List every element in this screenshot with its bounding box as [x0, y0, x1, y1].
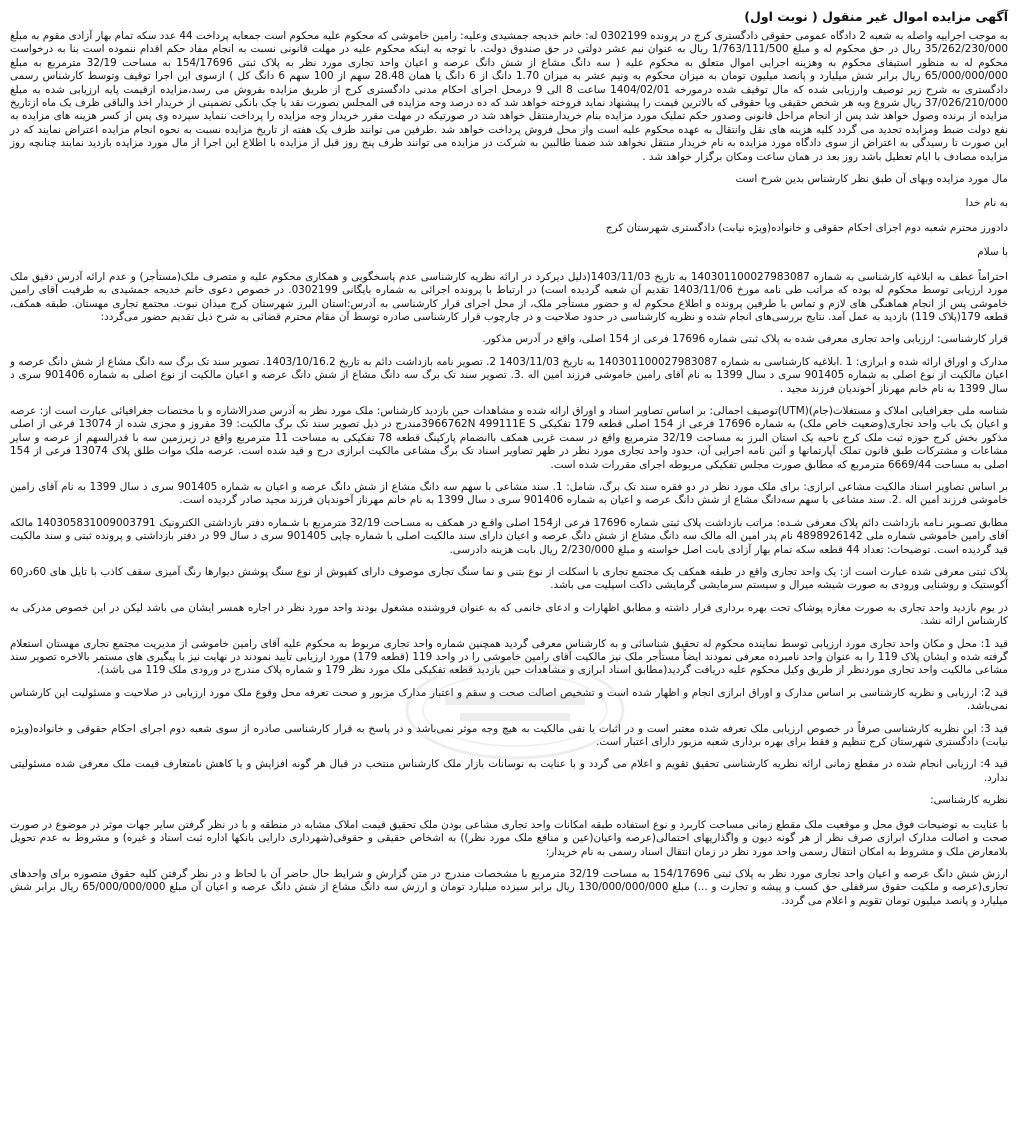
paragraph-deeds: بر اساس تصاویر اسناد مالکیت مشاعی ابرازی: برای ملک مورد نظر در دو فقره سند تک برگ، شامل: 1. سند مشاعی با سهم سه دانگ مشاع از شش دانگ عرصه و اعیان به شماره 901405 سری د سال 1399 به نام آقای رامین خاموشی فرزند امین اله .2. سند مشاعی با سهم سه‌دانگ مشاع از شش دانگ عرصه و اعیان به شماره 901406 سری د سال 1399 به نام خانم مهرناز آخوندیان فرزند مجید صادر گردیده است.: [10, 480, 1008, 507]
paragraph-valuation: ارزش شش دانگ عرصه و اعیان واحد تجاری مورد نظر به پلاک ثبتی 154/17696 به مساحت 32/19 مترمربع با مشخصات مندرج در متن گزارش و شرایط حال حاضر آن با لحاظ و در نظر گرفتن کلیه حقوق متصوره برای واحدهای تجاری(عرصه و ملکیت حقوق سرقفلی حق کسب و پیشه و تجارت و ...) مبلغ 130/000/000/000 ریال برابر سیزده میلیارد تومان و ارزش سه دانگ مشاع از شش دانگ عرصه و اعیان آن مبلغ 65/000/000/000 ریال برابر شش میلیارد و پانصد میلیون تومان تقویم و اعلام می گردد.: [10, 867, 1009, 907]
paragraph-documents: مدارک و اوراق ارائه شده و ابرازی: 1 .ابلاغیه کارشناسی به شماره 140301100027983087 به تاریخ 1403/11/03 2. تصویر نامه بازداشت دائم به تاریخ 1403/10/16.2. تصویر سند تک برگ سه دانگ مشاع از شش دانگ عرصه و اعیان مالکیت از نوع اصلی به شماره 901405 سری د سال 1399 به نام آقای رامین خاموشی فرزند امین اله .3. تصویر سند تک برگ سه دانگ مشاع از شش دانگ عرصه و اعیان مالکیت از نوع اصلی به شماره 901406 سری د سال 1399 به نام خانم مهرناز آخوندیان فرزند مجید .: [10, 355, 1009, 395]
paragraph-opinion-heading: نظریه کارشناسی:: [930, 794, 1008, 807]
paragraph-description: شناسه ملی جغرافیایی املاک و مستغلات(جام)(UTM)توصیف اجمالی: بر اساس تصاویر اسناد و اوراق ارائه شده و مشاهدات حین بازدید کارشناس: ملک مورد نظر به آدرس صدرالاشاره و با مختصات جغرافیائی عبارت است از: عرصه و اعیان یک باب واحد تجاری(وضعیت خاص ملک) به شماره 17696 فرعی از 154 اصلی قطعه 179 تفکیکی 3966762N 499111E Sمندرج در ذیل تصویر سند تک برگ مالکیت: 39 مفروز و مجزی شده از 13074 فرعی از اصلی مذکور بخش کرج حوزه ثبت ملک کرج ناحیه یک استان البرز به مساحت 32/19 مترمربع واقع در سمت غربی همکف باانضمام پارکینگ قطعه 78 تفکیکی به مساحت 11 مترمربع واقع در زیرزمین سه با قدرالسهم از عرصه و سایر مشاعات و مشترکات طبق قانون تملک آپارتمانها و آئین نامه اجرایی آن، حدود واحد تجاری مورد نظر در ظهر تصاویر اسناد تک برگ مشاعی مالکیت ابرازی درج و قید شده است. عرصه ملک موات طلق پلاک 13074 فرعی از 154 اصلی به مساحت 6669/44 مترمربع که مطابق صورت مجلس تفکیکی مربوطه اجرای مقررات شده است.: [10, 404, 1009, 471]
paragraph-bismillah: به نام خدا: [965, 197, 1008, 210]
paragraph-clause-4: قید 4: ارزیابی انجام شده در مقطع زمانی ارائه نظریه کارشناسی تحقیق تقویم و اعلام می گردد و با عنایت به نوسانات بازار ملک کارشناس منتخب در قبال هر گونه افزایش و یا کاهش نامتعارف قیمت ملک معرفی شده مسئولیتی ندارد.: [10, 758, 1008, 784]
paragraph-seizure: مطابق تصـویر نـامه بازداشت دائم پلاک معرفی شـده: مراتب بازداشت پلاک ثبتی شماره 17696 فرعی از154 اصلی واقـع در همکف به مسـاحت 32/19 مترمربع با شـماره دفتر بازداشتی الکترونیک 140305831009003791 مالکه آقای رامین خاموشی شماره ملی 4898926142 نام پدر امین اله مالک سه دانگ مشاع از شش دانگ عرصه و اعیان دارای سند مالکیت اصلی با شماره چاپی 901405 سری د سال 99 در دفتر بازداشتی و پرونده ثبتی و سند مالکیت قید گردیده است. توضیحات: تعداد 44 قطعه سکه تمام بهار آزادی بابت اصل خواسته و مبلغ 2/230/000 ریال بابت هزینه دادرسی.: [10, 516, 1009, 556]
paragraph-visit: در یوم بازدید واحد تجاری به صورت مغازه پوشاک تحت بهره برداری قرار داشته و مطابق اظهارات و ادعای خانمی که به عنوان فروشنده مشغول بودند واحد مورد نظر در اجاره همسر ایشان می باشد لیکن در این خصوص مدرکی به کارشناس ارائه نشد.: [10, 601, 1008, 628]
paragraph-greeting: با سلام: [977, 246, 1008, 259]
paragraph-unit-spec: پلاک ثبتی معرفی شده عبارت است از: یک واحد تجاری واقع در طبقه همکف یک مجتمع تجاری با اسکلت از نوع بتنی و نما سنگ تجاری موصوف دارای کفپوش از نوع سنگ پوشش دیوارها رنگ آمیزی سقف کاذب با تایل های 60در60 آکوستیک و روشنایی ورودی به صورت شیشه میرال و سیستم سرمایشی گرمایشی داکت اسپلیت می باشد.: [10, 566, 1008, 592]
paragraph-property-heading: مال مورد مزایده وبهای آن طبق نظر کارشناس بدین شرح است: [735, 173, 1008, 186]
paragraph-clause-2: قید 2: ارزیابی و نظریه کارشناسی بر اساس مدارک و اوراق ابرازی انجام و اظهار شده است و تشخیص اصالت صحت و سقم و اعتبار مدارک مزبور و صحت تعرفه محل وقوع ملک مورد ارزیابی در صلاحیت و مسئولیت این کارشناس نمی‌باشد.: [10, 686, 1008, 713]
paragraph-addressee: دادورز محترم شعبه دوم اجرای احکام حقوقی و خانواده(ویژه نیابت) دادگستری شهرستان کرج: [605, 221, 1008, 234]
paragraph-clause-1: قید 1: محل و مکان واحد تجاری مورد ارزیابی توسط نماینده محکوم له تحقیق شناسائی و به کارشناس معرفی گردید همچنین شماره واحد تجاری مربوط به محکوم علیه آقای رامین خاموشی از مدیریت مجتمع تجاری مهستان استعلام گرفته شده و ایشان پلاک 119 را به عنوان واحد نامبرده معرفی نمودند ایضاً مستأجر ملک نیز مالکیت آقای رامین خاموشی را در واحد 119 (قطعه 179) مورد ارزیابی تأیید نمودند در نهایت نیز با پیگیری های مستمر بالاخره تصویر سند مشاعی مالکیت واحد تجاری موردنظر از طریق وکیل محکوم علیه دریافت گردید(مطابق اسناد ابرازی و مشاهدات حین بازدید قطعه تفکیکی ملک مورد نظر 179 و شماره پلاک مندرج در ورودی ملک 119 می باشد).: [10, 637, 1009, 677]
paragraph-reference: احتراماً عطف به ابلاغیه کارشناسی به شماره 140301100027983087 به تاریخ 1403/11/03(دلیل دیرکرد در ارائه نظریه کارشناسی عدم پاسخگویی و همکاری محکوم علیه و متصرف ملک(مستأجر) و عدم ارائه آدرس دقیق ملک مورد ارزیابی توسط محکوم له بوده که مراتب طی نامه مورخ 1403/11/06 تقدیم آن شعبه گردیده است) در ارتباط با پرونده اجرائی به شماره بایگانی 0302199. در خصوص دعوی خانم خدیجه جمشیدی به طرفیت آقای رامین خاموشی پس از انجام هماهنگی های لازم و تماس با طرفین پرونده و اطلاع محکوم له و حضور مستأجر ملک، از محل اجرای قرار کارشناسی به آدرس:استان البرز شهرستان کرج میدان نبوت. مجتمع تجاری مهستان. طبقه همکف، قطعه 179(پلاک 119) بازدید به عمل آمد. نتایج بررسی‌های انجام شده و نظریه کارشناسی در حدود صلاحیت و در چارچوب قرار کارشناسی صادره توسط آن مقام محترم قضائی به شرح ذیل تقدیم حضور می‌گردد:: [10, 270, 1008, 323]
paragraph-expert-order: قرار کارشناسی: ارزیابی واحد تجاری معرفی شده به پلاک ثبتی شماره 17696 فرعی از 154 اصلی، واقع در آدرس مذکور.: [482, 333, 1008, 346]
paragraph-clause-3: قید 3: این نظریه کارشناسی صرفاً در خصوص ارزیابی ملک تعرفه شده معتبر است و در اثبات یا نفی مالکیت به هیچ وجه موثر نمی‌باشد و در پاسخ به قرار کارشناسی صادره از سوی شعبه دوم اجرای احکام حقوقی و خانواده(ویژه نیابت) دادگستری شهرستان کرج تنظیم و فقط برای بهره برداری شعبه مزبور دارای اعتبار است.: [10, 722, 1008, 749]
paragraph-intro: به موجب اجراییه واصله به شعبه 2 دادگاه عمومی حقوقی دادگستری کرج در پرونده 0302199 له: خانم خدیجه جمشیدی وعلیه: رامین خاموشی که محکوم علیه محکوم است جمعابه پرداخت 44 عدد سکه تمام بهار آزادی مقوم به مبلغ 35/262/230/000 ریال در حق محکوم له و مبلغ 1/763/111/500 ریال به عنوان نیم عشر دولتی در حق صندوق دولت. با توجه به اینکه محکوم علیه در مهلت قانونی نسبت به انجام مفاد حکم اقدام ننموده است بنا به درخواست محکوم له به منظور استیفای محکوم به وهزینه اجرایی اموال متعلق به محکوم علیه ( سه دانگ مشاع از شش دانگ عرصه و اعیان واحد تجاری مورد نظر به پلاک ثبتی 154/17696 به مساحت 32/19 مترمربع به مبلغ 65/000/000/000 ریال برابر شش میلیارد و پانصد میلیون تومان به میزان محکوم به ونیم عشر به میزان 1.70 دانگ از 6 دانگ یا همان 28.48 سهم از 100 سهم 6 دانگ کل ) ازسوی این اجرا توقیف وتوسط کارشناس رسمی دادگستری به شرح زیر توصیف وارزیابی شده که مال توقیف شده درمورخه 1404/02/01 ساعت 8 الی 9 درمحل اجرای احکام مدنی دادگستری کرج از طریق مزایده بفروش می رسد،مزایده ازقیمت پایه ارزیابی شده به مبلغ 37/026/210/000 ریال شروع وبه هر شخص حقیقی ویا حقوقی که بالاترین قیمت را پیشنهاد نماید فروخته خواهد شد که ده درصد وجه مزایده فی المجلس بصورت نقد یا چک بانکی تضمینی از خریدار اخذ والباقی ظرف یک ماه ازتاریخ مزایده از برنده وصول خواهد شد پس از انجام مراحل قانونی وصدور حکم تملیک مورد مزایده بنام خریدارمنتقل خواهد شد در صورتیکه در مهلت مقرر خریدار وجه مزایده را پرداخت ننماید سپرده وی پس از کسر هزینه های مزایده به نفع دولت ضبط ومزایده تجدید می گردد کلیه هزینه های نقل وانتقال به عهده محکوم علیه است واز محل فروش پرداخت خواهد شد .طرفین می توانند ظرف یک هفته از تاریخ مزایده نسبت به نحوه انجام مزایده اعتراض نمایند که در این صورت تا رسیدگی به اعتراض از سوی دادگاه مورد مزایده به نام خریدار منتقل نخواهد شد ضمنا طالبین به شرکت در مزایده می توانند ظرف پنج روز قبل از مزایده با اطلاع این اجرا از مال مورد مزایده بازدید نمایند چنانچه روز مزایده مصادف با ایام تعطیل باشد روز بعد در همان ساعت ومکان برگزار خواهد شد .: [9, 30, 1009, 163]
notice-title: آگهی مزایده اموال غیر منقول ( نوبت اول): [744, 9, 1008, 24]
paragraph-opinion: با عنایت به توضیحات فوق محل و موقعیت ملک مقطع زمانی مساحت کاربرد و نوع استفاده طبقه امکانات واحد تجاری مشاعی بودن ملک تحقیق قیمت املاک مشابه در منطقه و با در نظر گرفتن سایر جهات موثر در موضوع در صورت صحت و اصالت مدارک ابرازی صرف نظر از هر گونه دیون و واگذاریهای احتمالی(عرصه واعیان(عین و منافع ملک مورد نظر)) به اشخاص حقیقی و حقوقی(شهرداری دارایی بانکها اداره ثبت اسناد و غیره) و مشروط به عدم تحویل بلامعارض ملک و مشروط به امکان انتقال رسمی واحد مورد نظر در زمان انتقال اسناد رسمی به نام خریدار:: [10, 818, 1008, 858]
